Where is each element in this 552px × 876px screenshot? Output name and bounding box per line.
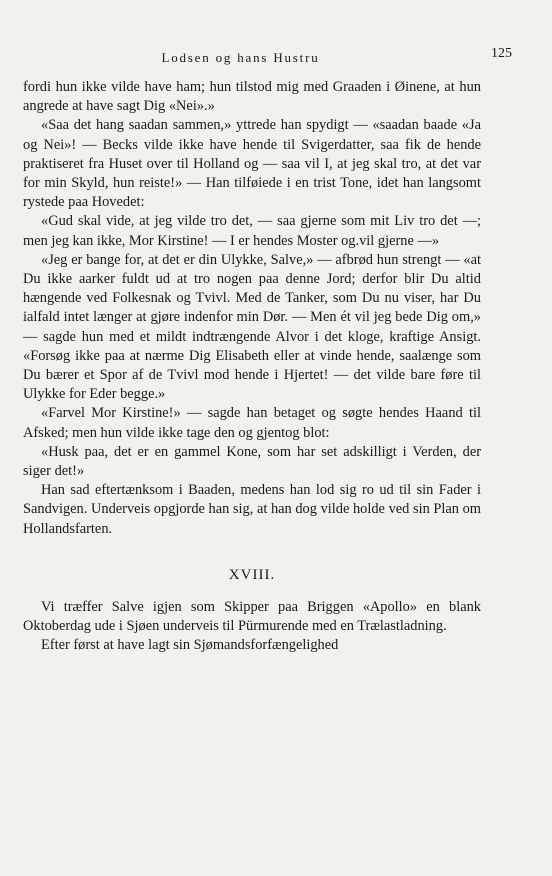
paragraph: fordi hun ikke vilde have ham; hun tilstod mig med Graaden i Øinene, at hun angrede at have sagt Dig «Nei».»	[23, 79, 481, 115]
running-header	[23, 44, 512, 68]
chapter-heading: XVIII.	[228, 566, 276, 583]
paragraph: «Gud skal vide, at jeg vilde tro det, — saa gjerne som mit Liv tro det —; men jeg kan ikke, Mor Kirstine! — I er hendes Moster og.vil gjerne —»	[23, 213, 481, 249]
paragraph: «Husk paa, det er en gammel Kone, som har set adskilligt i Verden, der siger det!»	[23, 443, 481, 480]
paragraph: «Saa det hang saadan sammen,» yttrede han spydigt — «saadan baade «Ja og Nei»! — Becks vilde ikke have hende til Svigerdatter, saa fik de hende praktiseret fra Huset over til Holland og — saa vil I, at jeg skal tro, at det var for min Skyld, hun reiste!» — Han tilføiede i en trist Tone, idet han langsomt rystede paa Hovedet:	[23, 117, 481, 211]
paragraph: Vi træffer Salve igjen som Skipper paa Briggen «Apollo» en blank Oktoberdag ude i Sjøen underveis til Pürmurende med en Trælastladning.	[23, 598, 481, 635]
paragraph: «Farvel Mor Kirstine!» — sagde han betaget og søgte hendes Haand til Afsked; men hun vilde ikke tage den og gjentog blot:	[23, 405, 481, 441]
body-text	[23, 78, 481, 539]
chapter-body-text	[23, 598, 481, 656]
running-title: Lodsen og hans Hustru	[161, 50, 320, 65]
paragraph: Han sad eftertænksom i Baaden, medens han lod sig ro ud til sin Fader i Sandvigen. Underveis opgjorde han sig, at han dog vilde holde ved sin Plan om Hollandsfarten.	[23, 482, 481, 537]
page-number: 125	[491, 46, 512, 61]
paragraph: «Jeg er bange for, at det er din Ulykke, Salve,» — afbrød hun strengt — «at Du ikke aarker fuldt ud at tro nogen paa denne Jord; derfor blir Du altid hængende ved Folkesnak og Tvivl. Med de Tanker, som Du nu viser, har Du ialfald intet længer at gjøre indenfor min Dør. — Men ét vil jeg bede Dig om,» — sagde hun med et mildt indtrængende Alvor i det kloge, kraftige Ansigt. «Forsøg ikke paa at nærme Dig Elisabeth eller at vinde hende, saalænge som Du bærer et Spor af de Tvivl mod hende i Hjertet! — det vilde bare føre til Ulykke for Eder begge.»	[23, 251, 481, 403]
paragraph: Efter først at have lagt sin Sjømandsforfængelighed	[41, 637, 339, 654]
